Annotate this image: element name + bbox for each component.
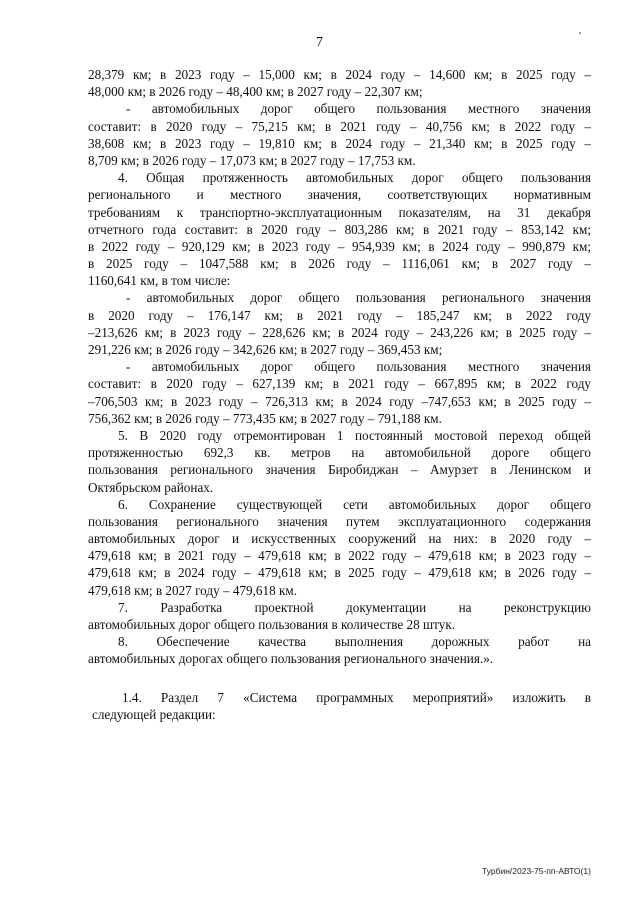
text-line: - автомобильных дорог общего пользования регионального значения <box>126 290 591 306</box>
text-line: в 2022 году – 920,129 км; в 2023 году – 954,939 км; в 2024 году – 990,879 км; <box>88 238 591 254</box>
text-line: автомобильных дорог общего пользования в количестве 28 штук. <box>88 617 456 632</box>
text-line: 479,618 км; в 2021 году – 479,618 км; в 2022 году – 479,618 км; в 2023 году – <box>88 548 591 564</box>
text-line: составит: в 2020 году – 75,215 км; в 2021 году – 40,756 км; в 2022 году – <box>88 118 591 134</box>
text-line: 38,608 км; в 2023 году – 19,810 км; в 2024 году – 21,340 км; в 2025 году – <box>88 135 591 151</box>
text-line: 4. Общая протяженность автомобильных дорог общего пользования <box>118 170 591 186</box>
text-line: 7. Разработка проектной документации на реконструкцию <box>118 599 591 615</box>
text-line: 8,709 км; в 2026 году – 17,073 км; в 2027 году – 17,753 км. <box>88 152 416 168</box>
text-line: протяженностью 692,3 кв. метров на автомобильной дороге общего <box>88 445 591 461</box>
text-line: - автомобильных дорог общего пользования местного значения <box>126 359 591 375</box>
text-line: 5. В 2020 году отремонтирован 1 постоянный мостовой переход общей <box>118 427 591 443</box>
scan-speck <box>579 32 581 34</box>
text-line: Октябрьском районах. <box>88 479 214 495</box>
body-text <box>88 66 591 668</box>
text-line: 6. Сохранение существующей сети автомобильных дорог общего <box>118 496 591 512</box>
text-line: 8. Обеспечение качества выполнения дорожных работ на <box>118 634 591 650</box>
text-line: 28,379 км; в 2023 году – 15,000 км; в 2024 году – 14,600 км; в 2025 году – <box>88 67 591 82</box>
text-line: следующей редакции: <box>92 707 216 723</box>
text-line: –213,626 км; в 2023 году – 228,626 км; в 2024 году – 243,226 км; в 2025 году – <box>88 324 591 340</box>
text-line: 1160,641 км, в том числе: <box>88 273 231 289</box>
text-line: пользования регионального значения Биробиджан – Амурзет в Ленинском и <box>88 462 591 478</box>
text-line: 48,000 км; в 2026 году – 48,400 км; в 2027 году – 22,307 км; <box>88 84 423 100</box>
text-line: требованиям к транспортно-эксплуатационным показателям, на 31 декабря <box>88 204 591 220</box>
text-line: 479,618 км; в 2027 году – 479,618 км. <box>88 582 298 598</box>
text-line: в 2025 году – 1047,588 км; в 2026 году – 1116,061 км; в 2027 году – <box>88 256 591 272</box>
section-amendment-paragraph <box>92 689 591 723</box>
text-line: составит: в 2020 году – 627,139 км; в 2021 году – 667,895 км; в 2022 году <box>88 376 591 392</box>
text-line: регионального и местного значения, соответствующих нормативным <box>88 187 591 203</box>
document-footer-code: Турбин/2023-75-пп-АВТО(1) <box>482 866 591 876</box>
page-number: 7 <box>316 35 323 50</box>
text-line: отчетного года составит: в 2020 году – 803,286 км; в 2021 году – 853,142 км; <box>88 221 591 237</box>
text-line: автомобильных дорогах общего пользования регионального значения.». <box>88 651 494 667</box>
text-line: - автомобильных дорог общего пользования местного значения <box>126 101 591 117</box>
text-line: –706,503 км; в 2023 году – 726,313 км; в 2024 году –747,653 км; в 2025 году – <box>88 393 591 409</box>
text-line: 1.4. Раздел 7 «Система программных мероприятий» изложить в <box>122 690 591 705</box>
text-line: пользования регионального значения путем эксплуатационного содержания <box>88 513 591 529</box>
text-line: в 2020 году – 176,147 км; в 2021 году – 185,247 км; в 2022 году <box>88 307 591 323</box>
text-line: 291,226 км; в 2026 году – 342,626 км; в 2027 году – 369,453 км; <box>88 342 443 357</box>
text-line: 479,618 км; в 2024 году – 479,618 км; в 2025 году – 479,618 км; в 2026 году – <box>88 565 591 581</box>
text-line: автомобильных дорог и искусственных сооружений на них: в 2020 году – <box>88 531 591 547</box>
text-line: 756,362 км; в 2026 году – 773,435 км; в 2027 году – 791,188 км. <box>88 410 442 426</box>
